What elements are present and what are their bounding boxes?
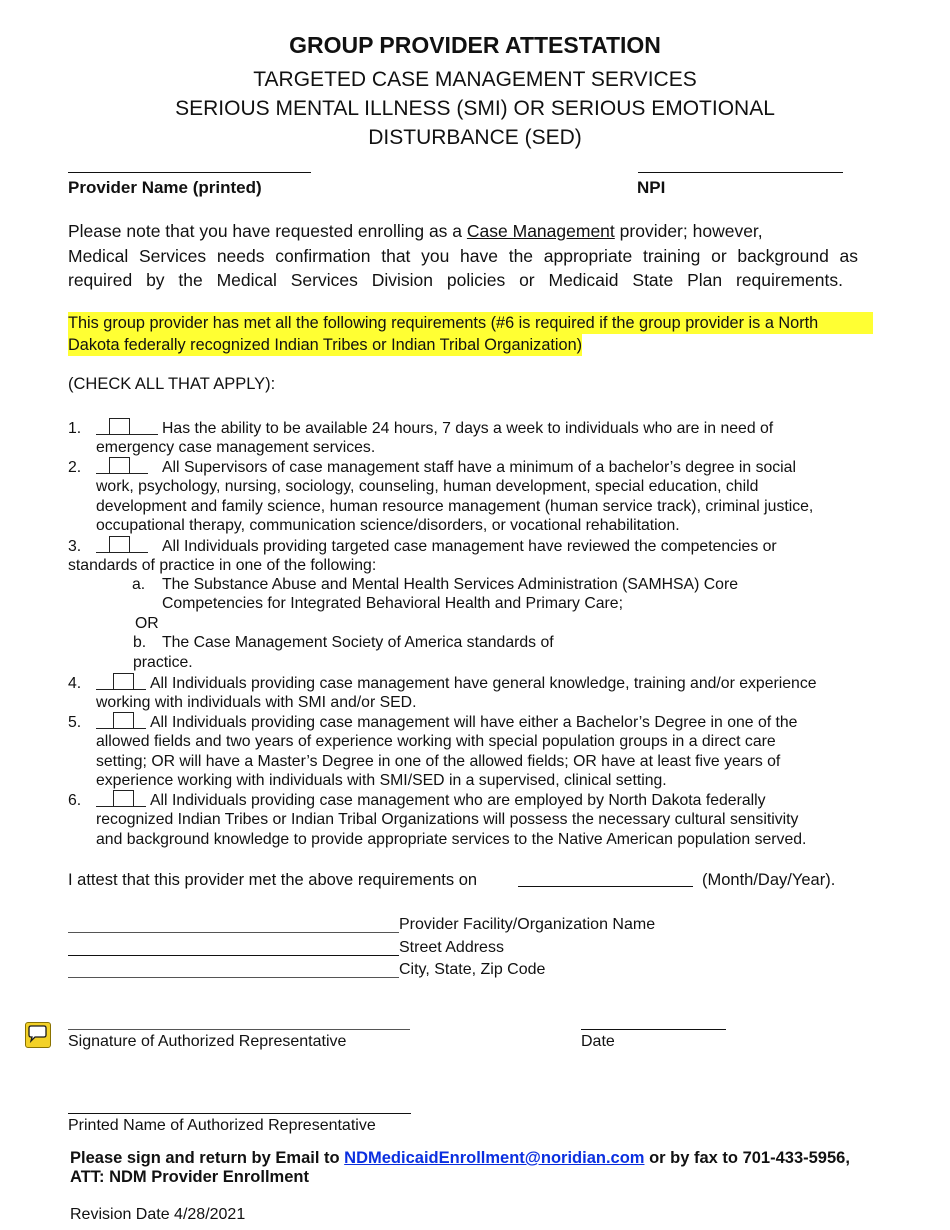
highlight-line-1: This group provider has met all the following requirements (#6 is required if the group provider is a North [68,312,873,334]
intro-suffix: provider; however, [619,221,763,241]
highlight-line-2: Dakota federally recognized Indian Tribes or Indian Tribal Organization) [68,336,583,354]
provider-name-line[interactable] [68,172,311,173]
case-management-text: Case Management [466,221,615,241]
return-instructions [70,1149,850,1168]
intro-line-1 [68,219,868,244]
req-5-line-2: allowed fields and two years of experience working with special population groups in a direct care [96,733,776,750]
req-4-line-1: All Individuals providing case management have general knowledge, training and/or experience [150,675,817,692]
req-4-line-2: working with individuals with SMI and/or SED. [96,694,417,711]
email-link[interactable]: NDMedicaidEnrollment@noridian.com [344,1149,645,1167]
sub-b-line-2: practice. [133,654,193,671]
city-state-zip-label: City, State, Zip Code [399,961,546,978]
intro-prefix: Please note that you have requested enrolling as a [68,221,463,241]
npi-line[interactable] [638,172,843,173]
req-1-line-1: Has the ability to be available 24 hours, 7 days a week to individuals who are in need of [162,420,774,437]
check-all-label: (CHECK ALL THAT APPLY): [68,375,276,393]
req-6-line-3: and background knowledge to provide appropriate services to the Native American population served. [96,831,807,848]
attest-date-line[interactable] [518,886,693,887]
req-5-line-3: setting; OR will have a Master’s Degree in one of the allowed fields; OR have at least five years of [96,753,781,770]
req-4-number: 4. [68,675,82,692]
req-1-checkbox[interactable] [109,418,130,435]
req-1-line-2: emergency case management services. [96,439,376,456]
req-6-line-2: recognized Indian Tribes or Indian Tribal Organizations will possess the necessary cultural sensitivity [96,811,799,828]
signature-line[interactable] [68,1029,410,1030]
date-label: Date [581,1033,615,1050]
req-5-checkbox[interactable] [113,712,134,729]
printed-name-label: Printed Name of Authorized Representative [68,1117,376,1134]
revision-date: Revision Date 4/28/2021 [70,1206,246,1223]
req-2-number: 2. [68,459,82,476]
req-5-number: 5. [68,714,82,731]
req-6-number: 6. [68,792,82,809]
attest-date-format: (Month/Day/Year). [702,871,836,889]
req-6-checkbox[interactable] [113,790,134,807]
street-address-line[interactable] [68,955,399,956]
sub-or-label: OR [135,615,159,632]
city-state-zip-line[interactable] [68,977,399,978]
street-address-label: Street Address [399,939,504,956]
sub-a-label: a. [132,576,146,593]
return-prefix: Please sign and return by Email to [70,1149,340,1167]
page-title: GROUP PROVIDER ATTESTATION [289,32,661,58]
req-3-line-2: standards of practice in one of the following: [68,557,377,574]
req-3-checkbox[interactable] [109,536,130,553]
req-5-line-4: experience working with individuals with SMI/SED in a supervised, clinical setting. [96,772,667,789]
facility-name-label: Provider Facility/Organization Name [399,916,656,933]
comment-annotation-icon[interactable] [25,1022,51,1048]
req-2-line-3: development and family science, human resource management (human service track), criminal justice, [96,498,814,515]
req-3-number: 3. [68,538,82,555]
req-1-number: 1. [68,420,82,437]
subtitle-line-1: TARGETED CASE MANAGEMENT SERVICES [253,68,697,91]
return-suffix: or by fax to 701-433-5956, [649,1149,850,1167]
sub-b-line-1: The Case Management Society of America standards of [162,634,554,651]
intro-line-3: required by the Medical Services Division policies or Medicaid State Plan requirements. [68,270,843,290]
subtitle-line-3: DISTURBANCE (SED) [368,126,582,149]
req-6-line-1: All Individuals providing case management who are employed by North Dakota federally [150,792,766,809]
req-2-line-2: work, psychology, nursing, sociology, counseling, human development, special education, child [96,478,759,495]
subtitle-line-2: SERIOUS MENTAL ILLNESS (SMI) OR SERIOUS EMOTIONAL [175,97,775,120]
attest-text: I attest that this provider met the above requirements on [68,871,478,889]
sub-a-line-1: The Substance Abuse and Mental Health Services Administration (SAMHSA) Core [162,576,738,593]
printed-name-line[interactable] [68,1113,411,1114]
req-2-checkbox[interactable] [109,457,130,474]
req-5-line-1: All Individuals providing case management will have either a Bachelor’s Degree in one of the [150,714,798,731]
attention-line: ATT: NDM Provider Enrollment [70,1168,309,1186]
req-2-line-1: All Supervisors of case management staff have a minimum of a bachelor’s degree in social [162,459,796,476]
req-3-line-1: All Individuals providing targeted case management have reviewed the competencies or [162,538,777,555]
provider-name-label: Provider Name (printed) [68,178,262,197]
sub-a-line-2: Competencies for Integrated Behavioral Health and Primary Care; [162,595,623,612]
intro-line-2: Medical Services needs confirmation that you have the appropriate training or background as [68,246,858,266]
facility-name-line[interactable] [68,932,399,933]
req-4-checkbox[interactable] [113,673,134,690]
npi-label: NPI [637,178,666,197]
date-line[interactable] [581,1029,726,1030]
req-2-line-4: occupational therapy, communication science/disorders, or vocational rehabilitation. [96,517,680,534]
signature-label: Signature of Authorized Representative [68,1033,347,1050]
sub-b-label: b. [133,634,147,651]
